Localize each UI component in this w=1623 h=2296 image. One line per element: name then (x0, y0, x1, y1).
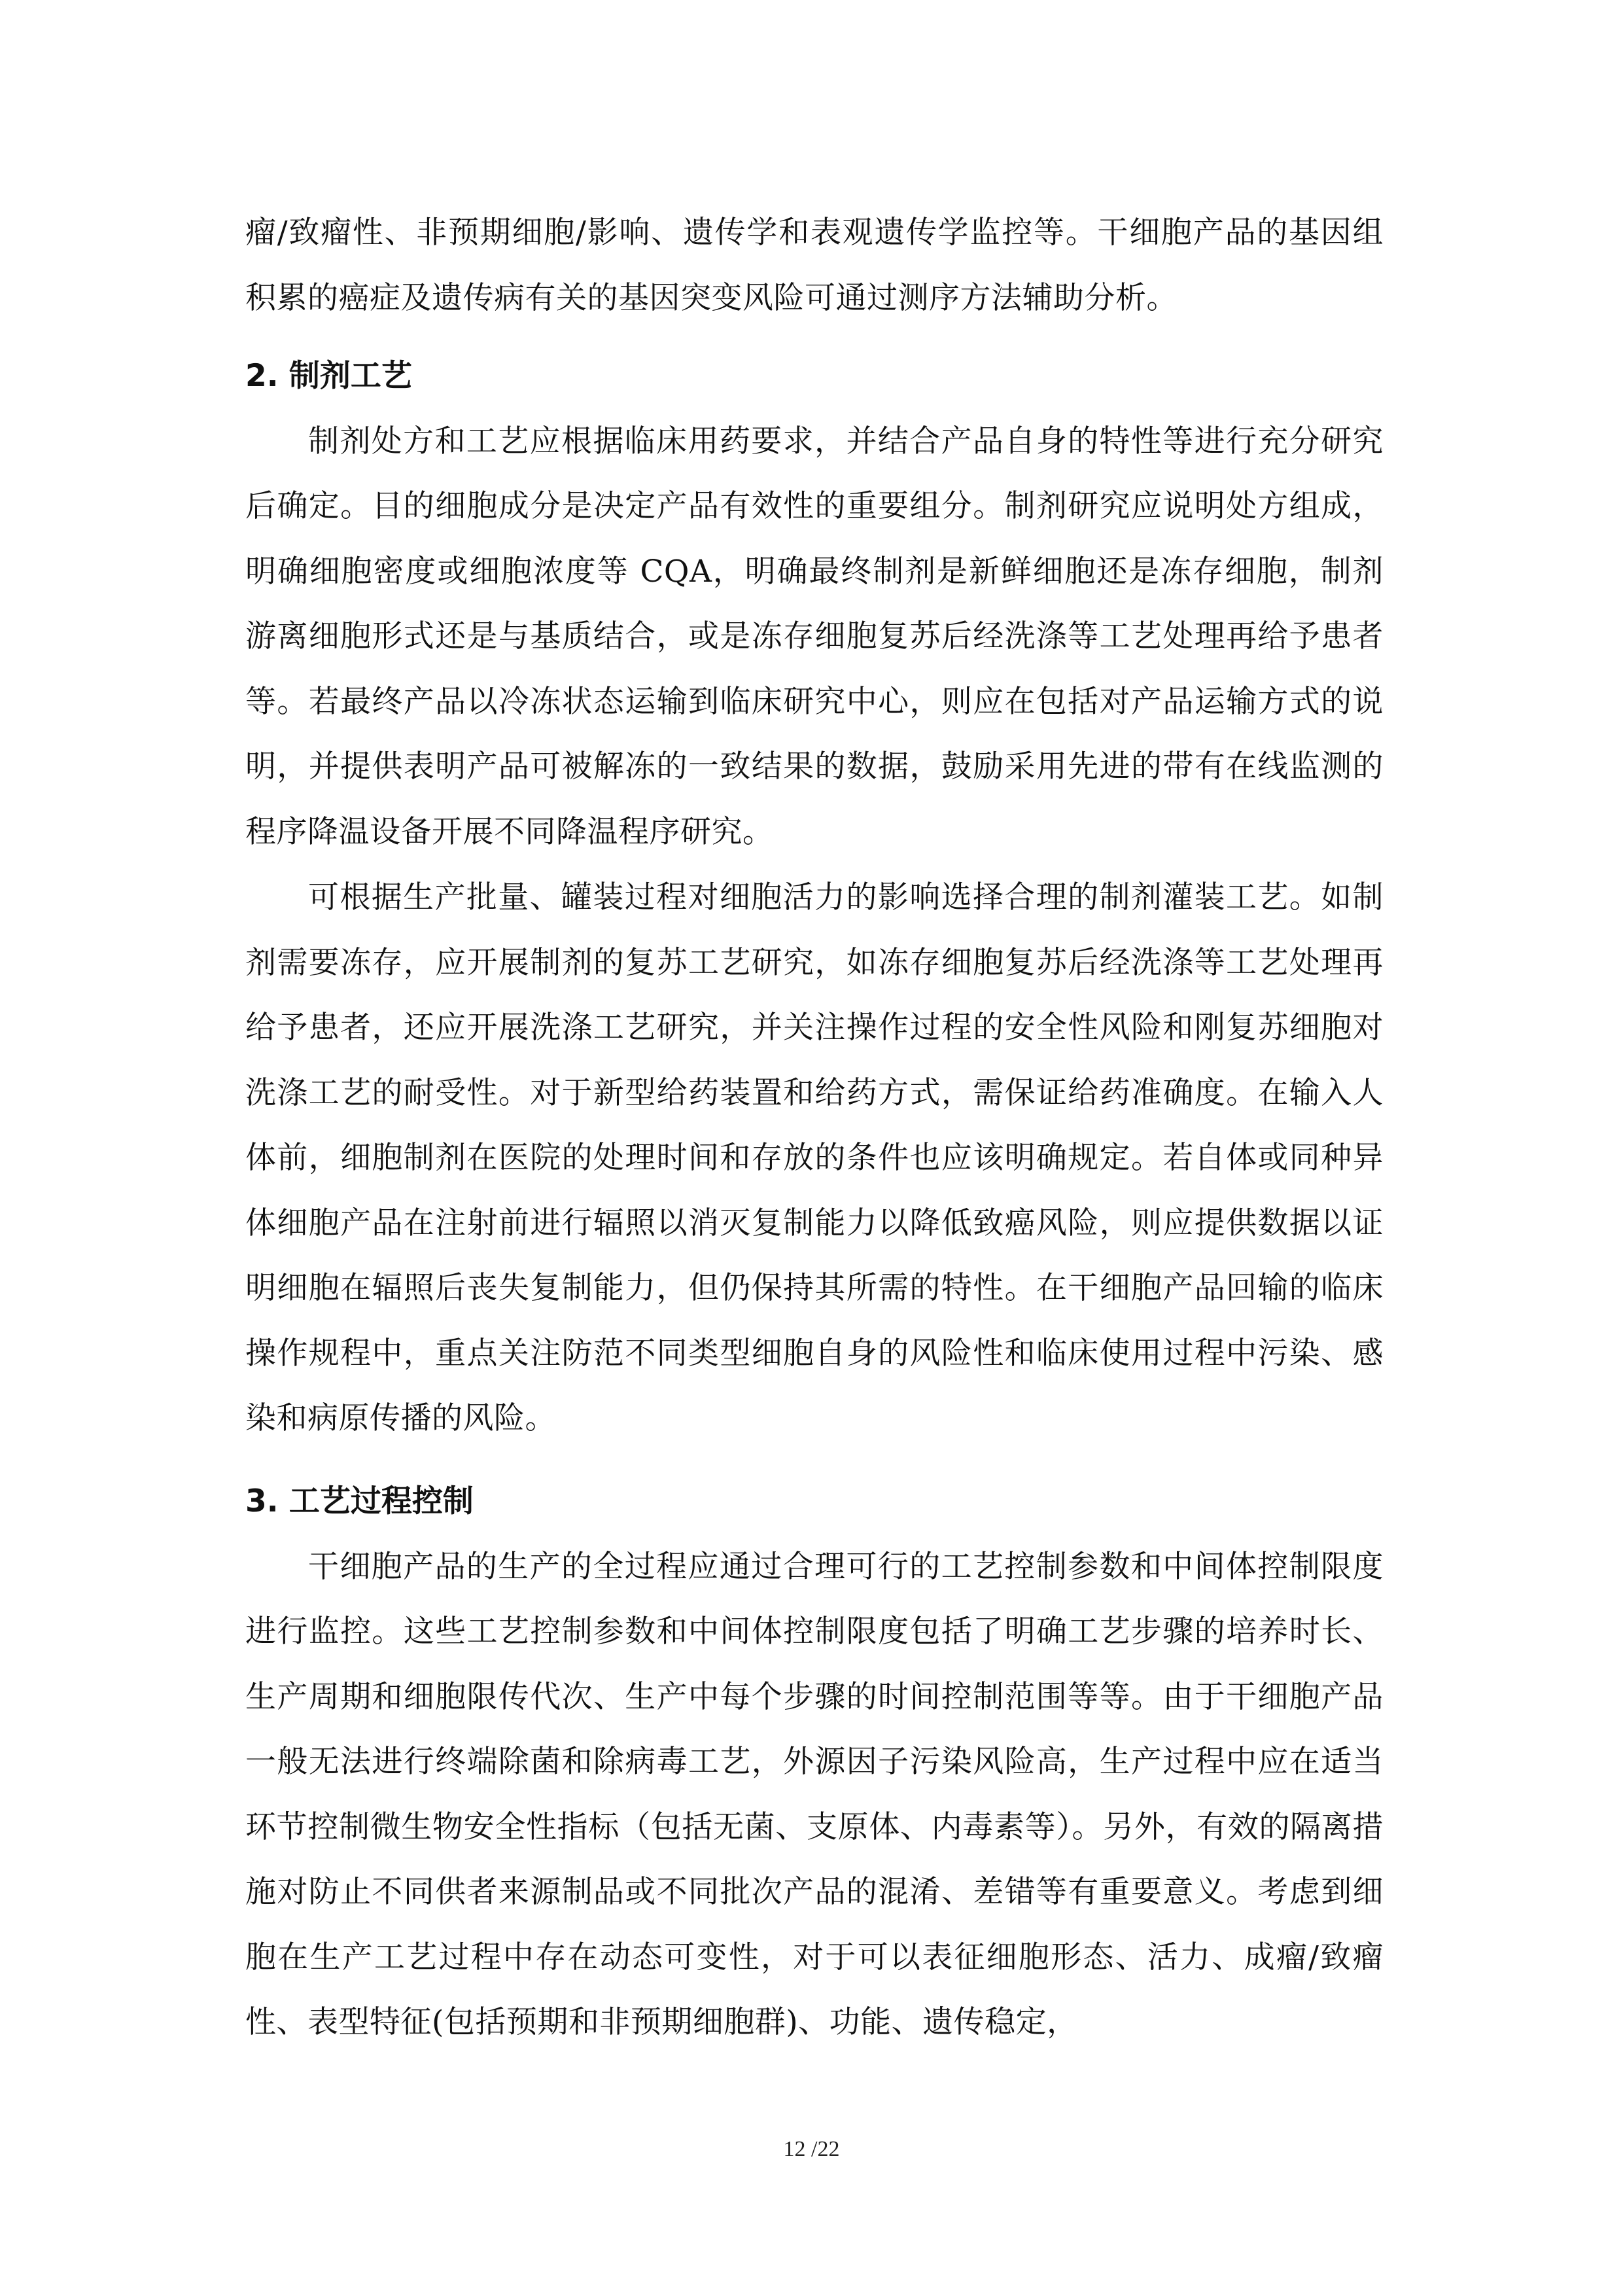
section-heading-process-control: 3. 工艺过程控制 (245, 1483, 474, 1519)
section-heading-formulation: 2. 制剂工艺 (245, 358, 412, 394)
section-2-paragraph-1: 制剂处方和工艺应根据临床用药要求，并结合产品自身的特性等进行充分研究后确定。目的细胞成分是决定产品有效性的重要组分。制剂研究应说明处方组成，明确细胞密度或细胞浓度等 CQA，明确最终制剂是新鲜细胞还是冻存细胞，制剂游离细胞形式还是与基质结合，或是冻存细胞复苏后经洗涤等工艺处理再给予患者等。若最终产品以冷冻状态运输到临床研究中心，则应在包括对产品运输方式的说明，并提供表明产品可被解冻的一致结果的数据，鼓励采用先进的带有在线监测的程序降温设备开展不同降温程序研究。 (245, 423, 1384, 850)
section-2-continued (245, 865, 1384, 1451)
page-number: 12 /22 (783, 2137, 840, 2161)
continued-paragraph-block (245, 200, 1384, 330)
section-3 (245, 1469, 1384, 2055)
section-2-paragraph-2: 可根据生产批量、罐装过程对细胞活力的影响选择合理的制剂灌装工艺。如制剂需要冻存，应开展制剂的复苏工艺研究，如冻存细胞复苏后经洗涤等工艺处理再给予患者，还应开展洗涤工艺研究，并关注操作过程的安全性风险和刚复苏细胞对洗涤工艺的耐受性。对于新型给药装置和给药方式，需保证给药准确度。在输入人体前，细胞制剂在医院的处理时间和存放的条件也应该明确规定。若自体或同种异体细胞产品在注射前进行辐照以消灭复制能力以降低致癌风险，则应提供数据以证明细胞在辐照后丧失复制能力，但仍保持其所需的特性。在干细胞产品回输的临床操作规程中，重点关注防范不同类型细胞自身的风险性和临床使用过程中污染、感染和病原传播的风险。 (245, 879, 1384, 1436)
section-2 (245, 344, 1384, 864)
continued-paragraph: 瘤/致瘤性、非预期细胞/影响、遗传学和表观遗传学监控等。干细胞产品的基因组积累的癌症及遗传病有关的基因突变风险可通过测序方法辅助分析。 (245, 215, 1384, 316)
section-3-paragraph-1: 干细胞产品的生产的全过程应通过合理可行的工艺控制参数和中间体控制限度进行监控。这些工艺控制参数和中间体控制限度包括了明确工艺步骤的培养时长、生产周期和细胞限传代次、生产中每个步骤的时间控制范围等等。由于干细胞产品一般无法进行终端除菌和除病毒工艺，外源因子污染风险高，生产过程中应在适当环节控制微生物安全性指标（包括无菌、支原体、内毒素等）。另外，有效的隔离措施对防止不同供者来源制品或不同批次产品的混淆、差错等有重要意义。考虑到细胞在生产工艺过程中存在动态可变性，对于可以表征细胞形态、活力、成瘤/致瘤性、表型特征(包括预期和非预期细胞群)、功能、遗传稳定， (245, 1548, 1384, 2040)
